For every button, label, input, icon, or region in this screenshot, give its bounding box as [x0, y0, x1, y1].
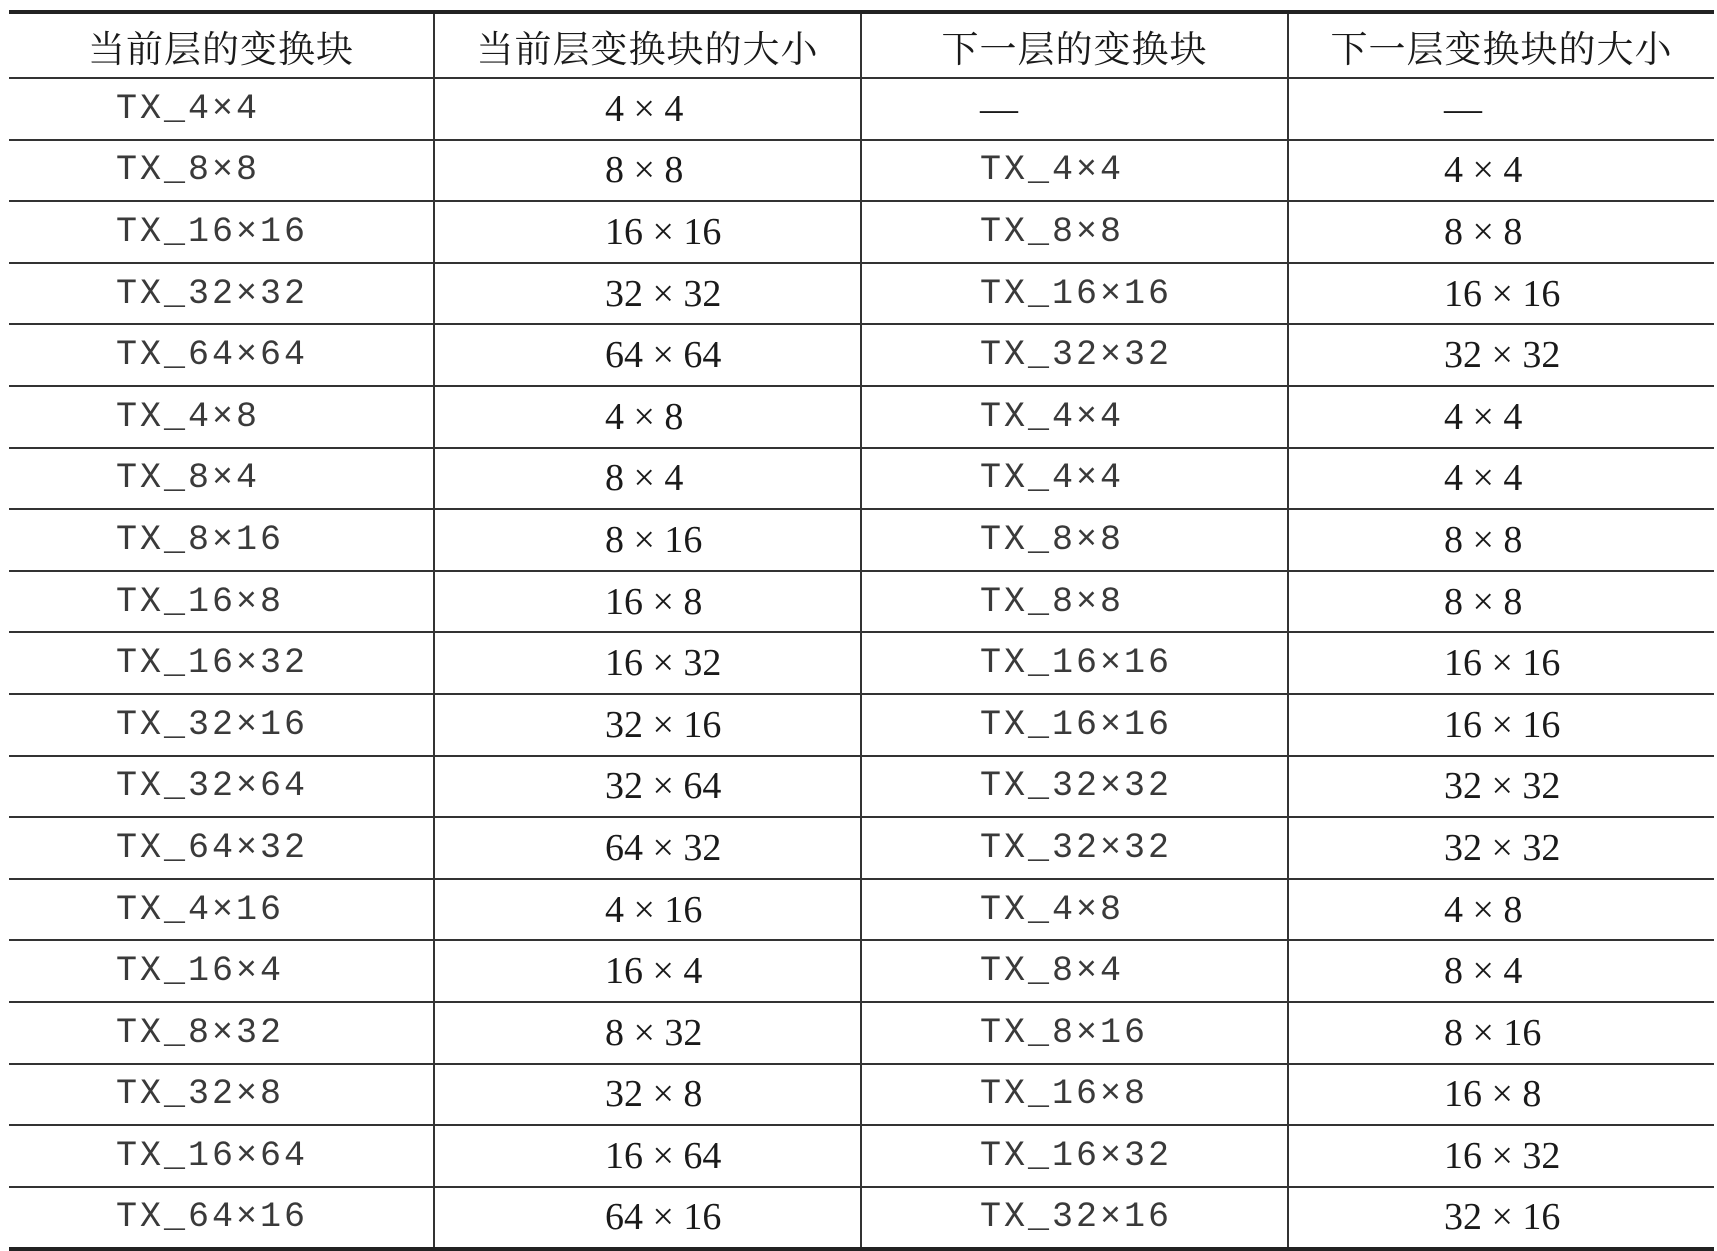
- cell-current-block: TX_32×8: [9, 1064, 434, 1126]
- table-row: [9, 1002, 1714, 1064]
- cell-current-block: TX_16×8: [9, 571, 434, 633]
- cell-next-block: —: [861, 78, 1288, 140]
- cell-current-block: TX_16×32: [9, 632, 434, 694]
- cell-next-block: TX_8×8: [861, 571, 1288, 633]
- table-row: [9, 1125, 1714, 1187]
- cell-next-block: TX_4×4: [861, 448, 1288, 510]
- cell-current-block-size: 4 × 16: [434, 879, 861, 941]
- table-row: [9, 879, 1714, 941]
- table-row: [9, 571, 1714, 633]
- table-body: [9, 78, 1714, 1249]
- cell-next-block-size: 16 × 16: [1288, 263, 1714, 325]
- cell-next-block-size: 4 × 8: [1288, 879, 1714, 941]
- cell-current-block: TX_32×16: [9, 694, 434, 756]
- cell-next-block-size: 32 × 16: [1288, 1187, 1714, 1250]
- cell-current-block-size: 8 × 8: [434, 140, 861, 202]
- cell-next-block-size: 16 × 32: [1288, 1125, 1714, 1187]
- cell-next-block: TX_32×32: [861, 817, 1288, 879]
- cell-next-block: TX_16×32: [861, 1125, 1288, 1187]
- cell-current-block-size: 64 × 16: [434, 1187, 861, 1250]
- cell-current-block-size: 8 × 4: [434, 448, 861, 510]
- cell-current-block-size: 32 × 8: [434, 1064, 861, 1126]
- cell-next-block: TX_16×8: [861, 1064, 1288, 1126]
- cell-next-block-size: 16 × 16: [1288, 694, 1714, 756]
- table-row: [9, 632, 1714, 694]
- cell-current-block: TX_32×32: [9, 263, 434, 325]
- cell-next-block: TX_8×8: [861, 509, 1288, 571]
- cell-current-block: TX_4×16: [9, 879, 434, 941]
- cell-next-block: TX_16×16: [861, 263, 1288, 325]
- cell-next-block: TX_32×32: [861, 756, 1288, 818]
- table-row: [9, 140, 1714, 202]
- cell-next-block: TX_32×16: [861, 1187, 1288, 1250]
- cell-next-block: TX_16×16: [861, 694, 1288, 756]
- cell-current-block-size: 32 × 16: [434, 694, 861, 756]
- cell-current-block-size: 4 × 8: [434, 386, 861, 448]
- cell-current-block: TX_64×32: [9, 817, 434, 879]
- cell-next-block-size: 8 × 8: [1288, 201, 1714, 263]
- table-row: [9, 386, 1714, 448]
- cell-current-block: TX_8×8: [9, 140, 434, 202]
- cell-next-block-size: 32 × 32: [1288, 756, 1714, 818]
- cell-next-block-size: 8 × 4: [1288, 940, 1714, 1002]
- cell-current-block-size: 16 × 16: [434, 201, 861, 263]
- cell-next-block: TX_16×16: [861, 632, 1288, 694]
- cell-next-block: TX_8×8: [861, 201, 1288, 263]
- cell-current-block: TX_16×4: [9, 940, 434, 1002]
- table-row: [9, 694, 1714, 756]
- table-row: [9, 940, 1714, 1002]
- cell-next-block-size: 8 × 8: [1288, 509, 1714, 571]
- cell-current-block: TX_8×32: [9, 1002, 434, 1064]
- cell-current-block-size: 8 × 16: [434, 509, 861, 571]
- cell-next-block-size: 4 × 4: [1288, 448, 1714, 510]
- cell-next-block: TX_8×4: [861, 940, 1288, 1002]
- cell-current-block-size: 64 × 64: [434, 324, 861, 386]
- table-row: [9, 509, 1714, 571]
- cell-current-block-size: 16 × 32: [434, 632, 861, 694]
- table-row: [9, 817, 1714, 879]
- cell-current-block-size: 16 × 8: [434, 571, 861, 633]
- cell-current-block: TX_4×8: [9, 386, 434, 448]
- cell-current-block-size: 4 × 4: [434, 78, 861, 140]
- header-next-block: 下一层的变换块: [861, 12, 1288, 78]
- table-row: [9, 448, 1714, 510]
- cell-current-block-size: 16 × 4: [434, 940, 861, 1002]
- table-row: [9, 756, 1714, 818]
- cell-current-block: TX_64×64: [9, 324, 434, 386]
- cell-current-block: TX_8×4: [9, 448, 434, 510]
- cell-next-block: TX_4×4: [861, 140, 1288, 202]
- cell-next-block-size: 4 × 4: [1288, 140, 1714, 202]
- cell-next-block: TX_32×32: [861, 324, 1288, 386]
- cell-next-block-size: 8 × 8: [1288, 571, 1714, 633]
- cell-current-block: TX_16×16: [9, 201, 434, 263]
- cell-current-block: TX_64×16: [9, 1187, 434, 1250]
- cell-next-block-size: 32 × 32: [1288, 324, 1714, 386]
- cell-current-block: TX_8×16: [9, 509, 434, 571]
- table-header-row: [9, 12, 1714, 78]
- cell-current-block: TX_16×64: [9, 1125, 434, 1187]
- table-row: [9, 1187, 1714, 1250]
- cell-next-block-size: —: [1288, 78, 1714, 140]
- header-current-block: 当前层的变换块: [9, 12, 434, 78]
- cell-next-block-size: 4 × 4: [1288, 386, 1714, 448]
- cell-next-block-size: 16 × 8: [1288, 1064, 1714, 1126]
- table-row: [9, 263, 1714, 325]
- table-row: [9, 78, 1714, 140]
- cell-current-block-size: 64 × 32: [434, 817, 861, 879]
- cell-current-block-size: 8 × 32: [434, 1002, 861, 1064]
- header-next-block-size: 下一层变换块的大小: [1288, 12, 1714, 78]
- cell-current-block: TX_32×64: [9, 756, 434, 818]
- table-row: [9, 324, 1714, 386]
- cell-next-block-size: 16 × 16: [1288, 632, 1714, 694]
- cell-next-block: TX_8×16: [861, 1002, 1288, 1064]
- table-row: [9, 201, 1714, 263]
- transform-block-table-container: [9, 10, 1714, 1251]
- transform-block-table: [9, 10, 1714, 1251]
- table-row: [9, 1064, 1714, 1126]
- cell-current-block: TX_4×4: [9, 78, 434, 140]
- cell-next-block-size: 32 × 32: [1288, 817, 1714, 879]
- cell-current-block-size: 16 × 64: [434, 1125, 861, 1187]
- cell-current-block-size: 32 × 64: [434, 756, 861, 818]
- cell-current-block-size: 32 × 32: [434, 263, 861, 325]
- header-current-block-size: 当前层变换块的大小: [434, 12, 861, 78]
- cell-next-block: TX_4×8: [861, 879, 1288, 941]
- cell-next-block-size: 8 × 16: [1288, 1002, 1714, 1064]
- cell-next-block: TX_4×4: [861, 386, 1288, 448]
